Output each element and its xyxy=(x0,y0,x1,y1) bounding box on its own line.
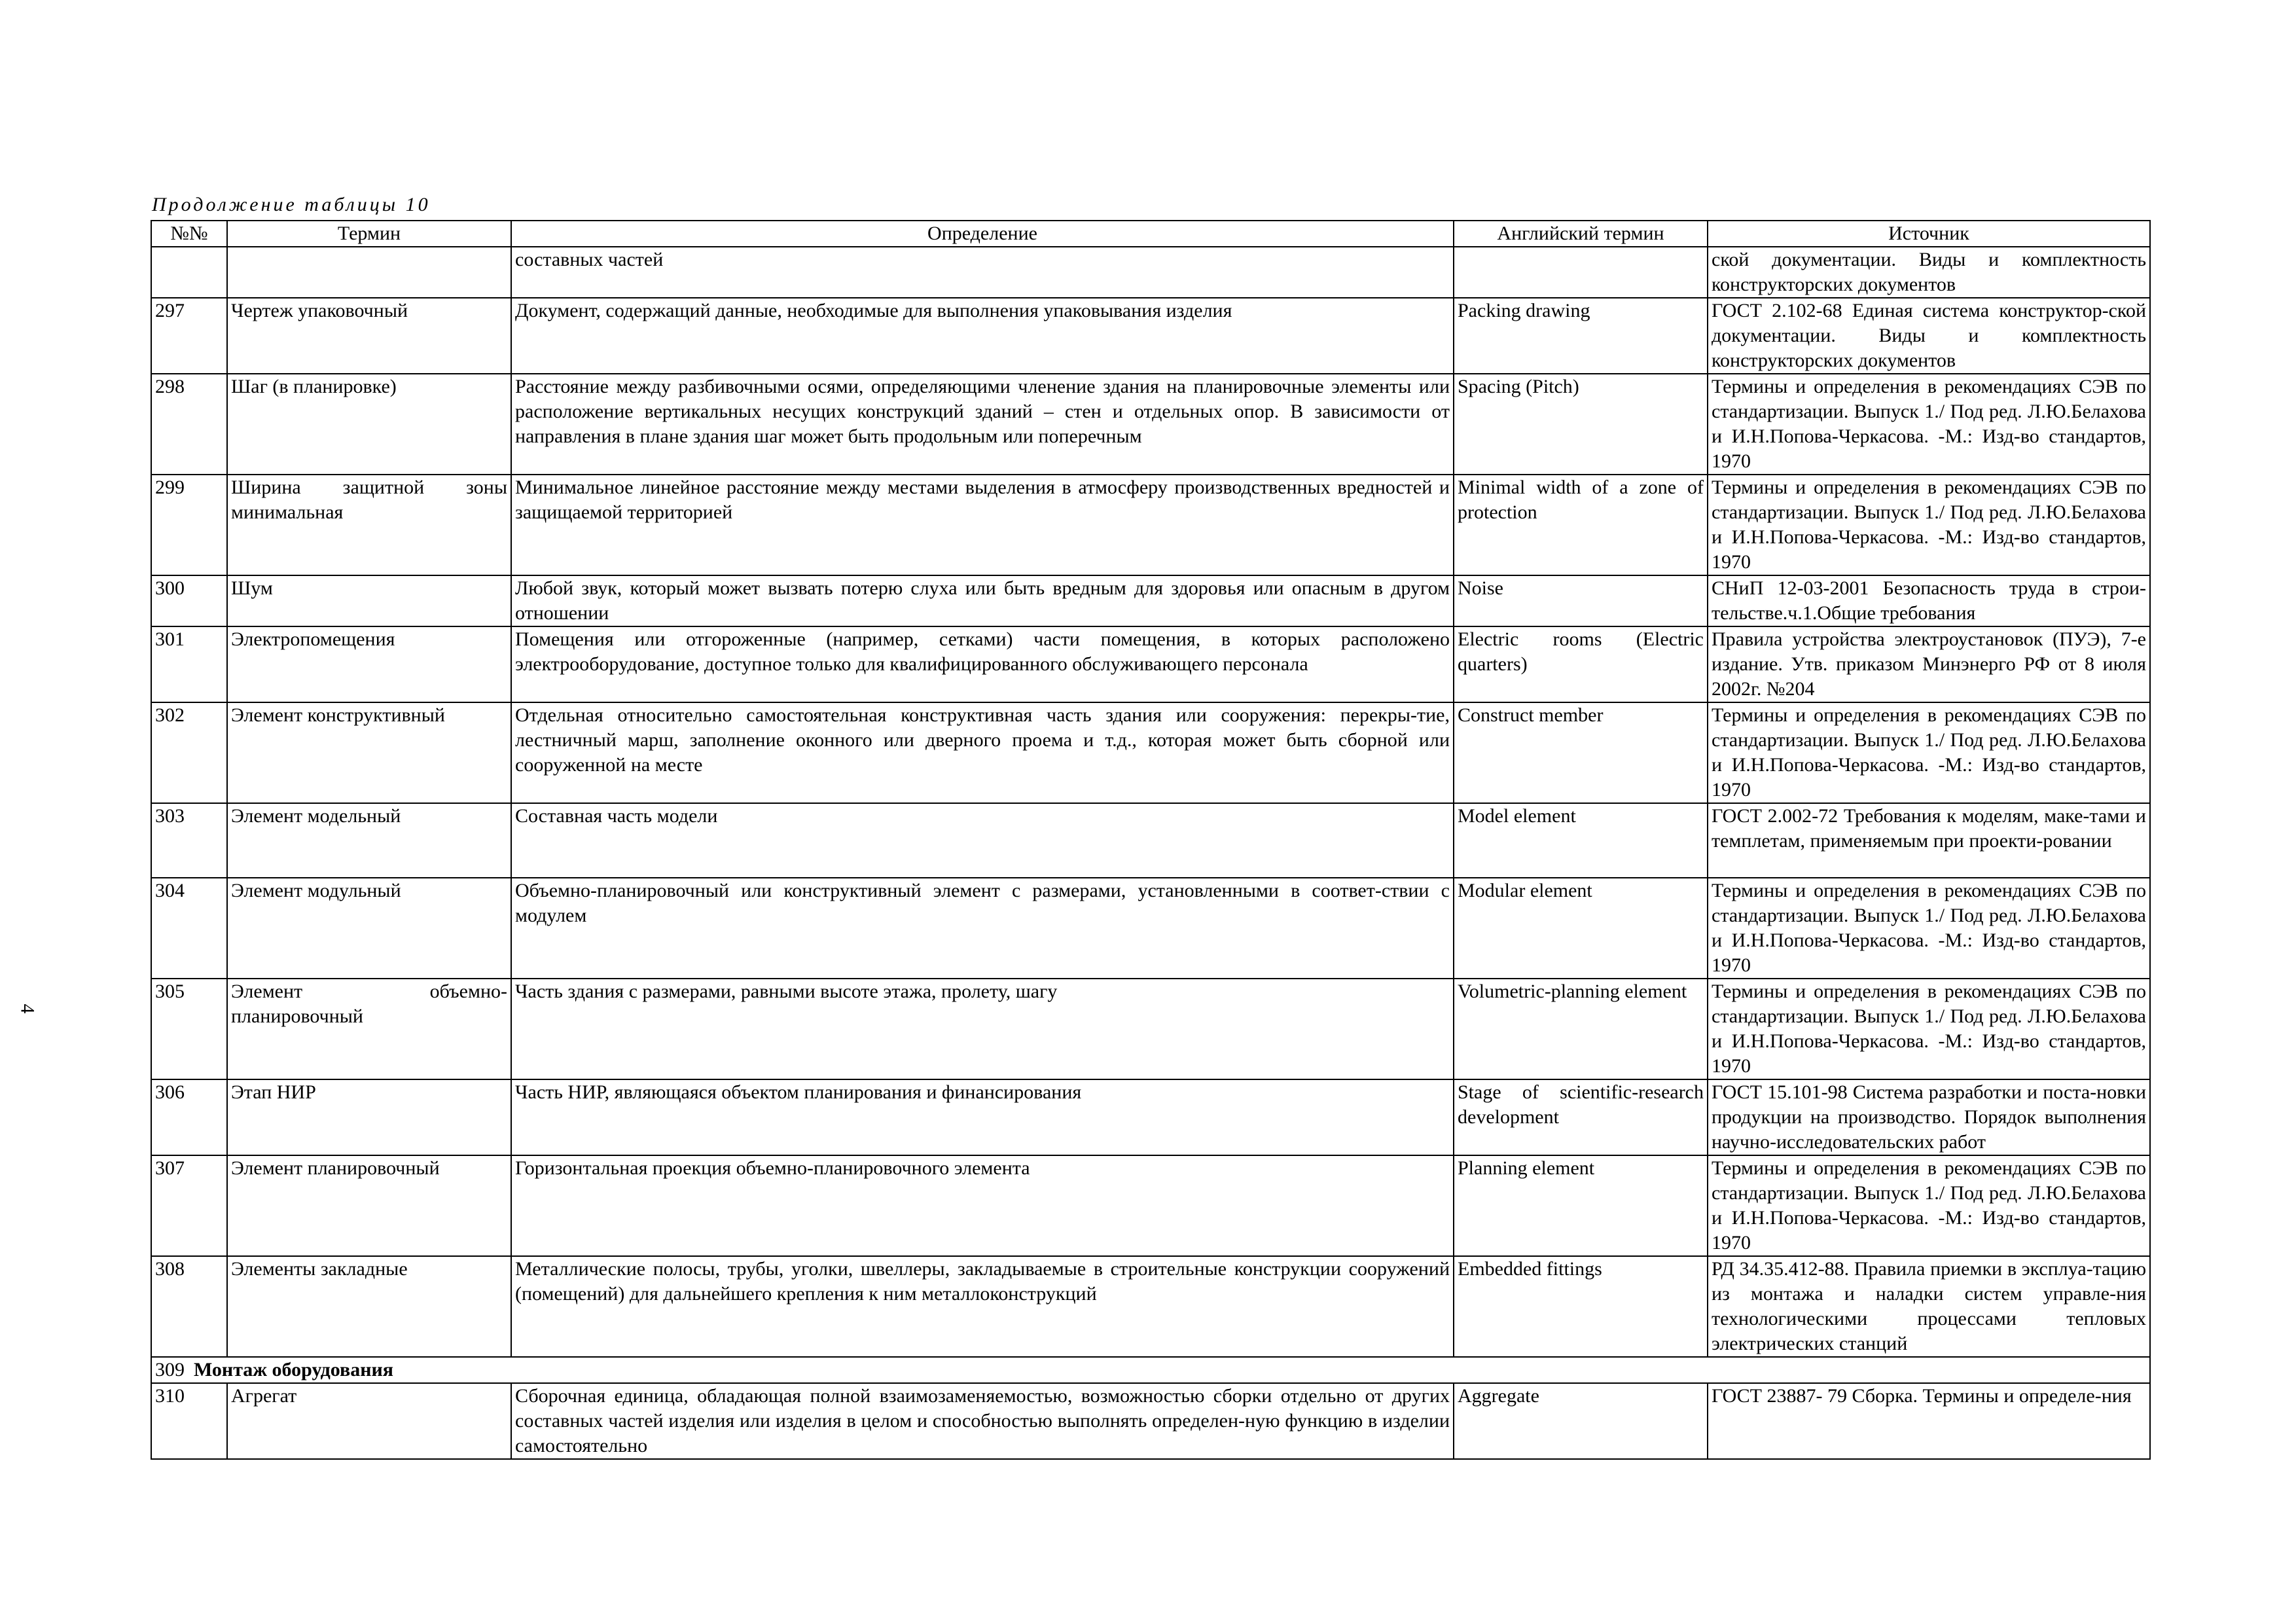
cell-english-term: Volumetric-planning element xyxy=(1454,979,1708,1079)
cell-number: 297 xyxy=(151,298,227,374)
table-row xyxy=(151,1079,2150,1155)
cell-english-term: Packing drawing xyxy=(1454,298,1708,374)
cell-definition: Металлические полосы, трубы, уголки, швеллеры, закладываемые в строительные конструкции сооружений (помещений) для дальнейшего крепления к ним металлоконструкций xyxy=(511,1256,1454,1357)
cell-source: ГОСТ 23887- 79 Сборка. Термины и определе-ния xyxy=(1708,1383,2150,1459)
cell-term: Ширина защитной зоны минимальная xyxy=(227,475,511,575)
table-row xyxy=(151,979,2150,1079)
table-header-row xyxy=(151,221,2150,247)
cell-number: 306 xyxy=(151,1079,227,1155)
cell-source: ГОСТ 2.002-72 Требования к моделям, маке-тами и темплетам, применяемым при проекти-ровании xyxy=(1708,803,2150,878)
cell-english-term: Aggregate xyxy=(1454,1383,1708,1459)
cell-english-term: Electric rooms (Electric quarters) xyxy=(1454,626,1708,702)
header-number: №№ xyxy=(151,221,227,247)
cell-term: Чертеж упаковочный xyxy=(227,298,511,374)
cell-definition: Горизонтальная проекция объемно-планировочного элемента xyxy=(511,1155,1454,1256)
cell-english-term: Planning element xyxy=(1454,1155,1708,1256)
cell-number: 299 xyxy=(151,475,227,575)
cell-english-term: Modular element xyxy=(1454,878,1708,979)
cell-number: 301 xyxy=(151,626,227,702)
cell-definition: Минимальное линейное расстояние между местами выделения в атмосферу производственных вредностей и защищаемой территорией xyxy=(511,475,1454,575)
cell-term: Электропомещения xyxy=(227,626,511,702)
table-row xyxy=(151,878,2150,979)
cell-term xyxy=(227,247,511,298)
table-row xyxy=(151,626,2150,702)
cell-term: Элемент модельный xyxy=(227,803,511,878)
cell-number: 307 xyxy=(151,1155,227,1256)
cell-definition: Часть здания с размерами, равными высоте этажа, пролету, шагу xyxy=(511,979,1454,1079)
cell-source: СНиП 12-03-2001 Безопасность труда в строи-тельстве.ч.1.Общие требования xyxy=(1708,575,2150,626)
cell-source: ГОСТ 2.102-68 Единая система конструктор-ской документации. Виды и комплектность конструкторских документов xyxy=(1708,298,2150,374)
cell-english-term: Stage of scientific-research development xyxy=(1454,1079,1708,1155)
header-term: Термин xyxy=(227,221,511,247)
cell-source: Термины и определения в рекомендациях СЭВ по стандартизации. Выпуск 1./ Под ред. Л.Ю.Белахова и И.Н.Попова-Черкасова. -М.: Изд-во стандартов, 1970 xyxy=(1708,979,2150,1079)
section-row xyxy=(151,1357,2150,1383)
cell-definition: Расстояние между разбивочными осями, определяющими членение здания на планировочные элементы или расположение вертикальных несущих конструкций зданий – стен и отдельных опор. В зависимости от направления в плане здания шаг может быть продольным или поперечным xyxy=(511,374,1454,475)
table-row xyxy=(151,702,2150,803)
table-row xyxy=(151,803,2150,878)
cell-english-term: Minimal width of a zone of protection xyxy=(1454,475,1708,575)
cell-source: ской документации. Виды и комплектность конструкторских документов xyxy=(1708,247,2150,298)
table-row xyxy=(151,1383,2150,1459)
cell-source: ГОСТ 15.101-98 Система разработки и поста-новки продукции на производство. Порядок выполнения научно-исследовательских работ xyxy=(1708,1079,2150,1155)
cell-number: 303 xyxy=(151,803,227,878)
cell-definition: Отдельная относительно самостоятельная конструктивная часть здания или сооружения: перекры-тие, лестничный марш, заполнение оконного или дверного проема и т.д., которая может быть сборной или сооруженной на месте xyxy=(511,702,1454,803)
section-cell xyxy=(151,1357,2150,1383)
cell-term: Элементы закладные xyxy=(227,1256,511,1357)
cell-definition: Объемно-планировочный или конструктивный элемент с размерами, установленными в соответ-ствии с модулем xyxy=(511,878,1454,979)
cell-source: Термины и определения в рекомендациях СЭВ по стандартизации. Выпуск 1./ Под ред. Л.Ю.Белахова и И.Н.Попова-Черкасова. -М.: Изд-во стандартов, 1970 xyxy=(1708,878,2150,979)
cell-english-term xyxy=(1454,247,1708,298)
cell-source: Термины и определения в рекомендациях СЭВ по стандартизации. Выпуск 1./ Под ред. Л.Ю.Белахова и И.Н.Попова-Черкасова. -М.: Изд-во стандартов, 1970 xyxy=(1708,702,2150,803)
cell-definition: Сборочная единица, обладающая полной взаимозаменяемостью, возможностью сборки отдельно от других составных частей изделия или изделия в целом и способностью выполнять определен-ную функцию в изделии самостоятельно xyxy=(511,1383,1454,1459)
table-continuation-caption: Продолжение таблицы 10 xyxy=(152,194,431,215)
cell-term: Шаг (в планировке) xyxy=(227,374,511,475)
cell-number: 305 xyxy=(151,979,227,1079)
cell-definition: Документ, содержащий данные, необходимые для выполнения упаковывания изделия xyxy=(511,298,1454,374)
section-number: 309 xyxy=(155,1359,185,1380)
cell-number: 310 xyxy=(151,1383,227,1459)
cell-number: 304 xyxy=(151,878,227,979)
page-number: 4 xyxy=(16,1003,39,1014)
cell-term: Элемент конструктивный xyxy=(227,702,511,803)
cell-english-term: Noise xyxy=(1454,575,1708,626)
table-row xyxy=(151,475,2150,575)
cell-source: Термины и определения в рекомендациях СЭВ по стандартизации. Выпуск 1./ Под ред. Л.Ю.Белахова и И.Н.Попова-Черкасова. -М.: Изд-во стандартов, 1970 xyxy=(1708,1155,2150,1256)
cell-number: 298 xyxy=(151,374,227,475)
table-row xyxy=(151,1155,2150,1256)
section-title: Монтаж оборудования xyxy=(194,1359,393,1380)
cell-term: Шум xyxy=(227,575,511,626)
table-row xyxy=(151,1256,2150,1357)
cell-english-term: Model element xyxy=(1454,803,1708,878)
cell-term: Элемент модульный xyxy=(227,878,511,979)
cell-number: 308 xyxy=(151,1256,227,1357)
cell-source: Правила устройства электроустановок (ПУЭ), 7-е издание. Утв. приказом Минэнерго РФ от 8 июля 2002г. №204 xyxy=(1708,626,2150,702)
cell-english-term: Embedded fittings xyxy=(1454,1256,1708,1357)
header-source: Источник xyxy=(1708,221,2150,247)
cell-definition: Помещения или отгороженные (например, сетками) части помещения, в которых расположено электрооборудование, доступное только для квалифицированного обслуживающего персонала xyxy=(511,626,1454,702)
cell-source: Термины и определения в рекомендациях СЭВ по стандартизации. Выпуск 1./ Под ред. Л.Ю.Белахова и И.Н.Попова-Черкасова. -М.: Изд-во стандартов, 1970 xyxy=(1708,374,2150,475)
table-row xyxy=(151,247,2150,298)
table-row xyxy=(151,374,2150,475)
terms-table xyxy=(151,220,2151,1460)
table-row xyxy=(151,298,2150,374)
header-definition: Определение xyxy=(511,221,1454,247)
cell-term: Элемент планировочный xyxy=(227,1155,511,1256)
table-row xyxy=(151,575,2150,626)
cell-source: РД 34.35.412-88. Правила приемки в эксплуа-тацию из монтажа и наладки систем управле-ния технологическими процессами тепловых электрических станций xyxy=(1708,1256,2150,1357)
cell-definition: Составная часть модели xyxy=(511,803,1454,878)
cell-term: Элемент объемно-планировочный xyxy=(227,979,511,1079)
cell-number: 302 xyxy=(151,702,227,803)
cell-english-term: Construct member xyxy=(1454,702,1708,803)
cell-definition: Часть НИР, являющаяся объектом планирования и финансирования xyxy=(511,1079,1454,1155)
cell-term: Этап НИР xyxy=(227,1079,511,1155)
cell-definition: Любой звук, который может вызвать потерю слуха или быть вредным для здоровья или опасным в другом отношении xyxy=(511,575,1454,626)
header-english-term: Английский термин xyxy=(1454,221,1708,247)
cell-number: 300 xyxy=(151,575,227,626)
cell-english-term: Spacing (Pitch) xyxy=(1454,374,1708,475)
cell-definition: составных частей xyxy=(511,247,1454,298)
cell-source: Термины и определения в рекомендациях СЭВ по стандартизации. Выпуск 1./ Под ред. Л.Ю.Белахова и И.Н.Попова-Черкасова. -М.: Изд-во стандартов, 1970 xyxy=(1708,475,2150,575)
cell-number xyxy=(151,247,227,298)
cell-term: Агрегат xyxy=(227,1383,511,1459)
